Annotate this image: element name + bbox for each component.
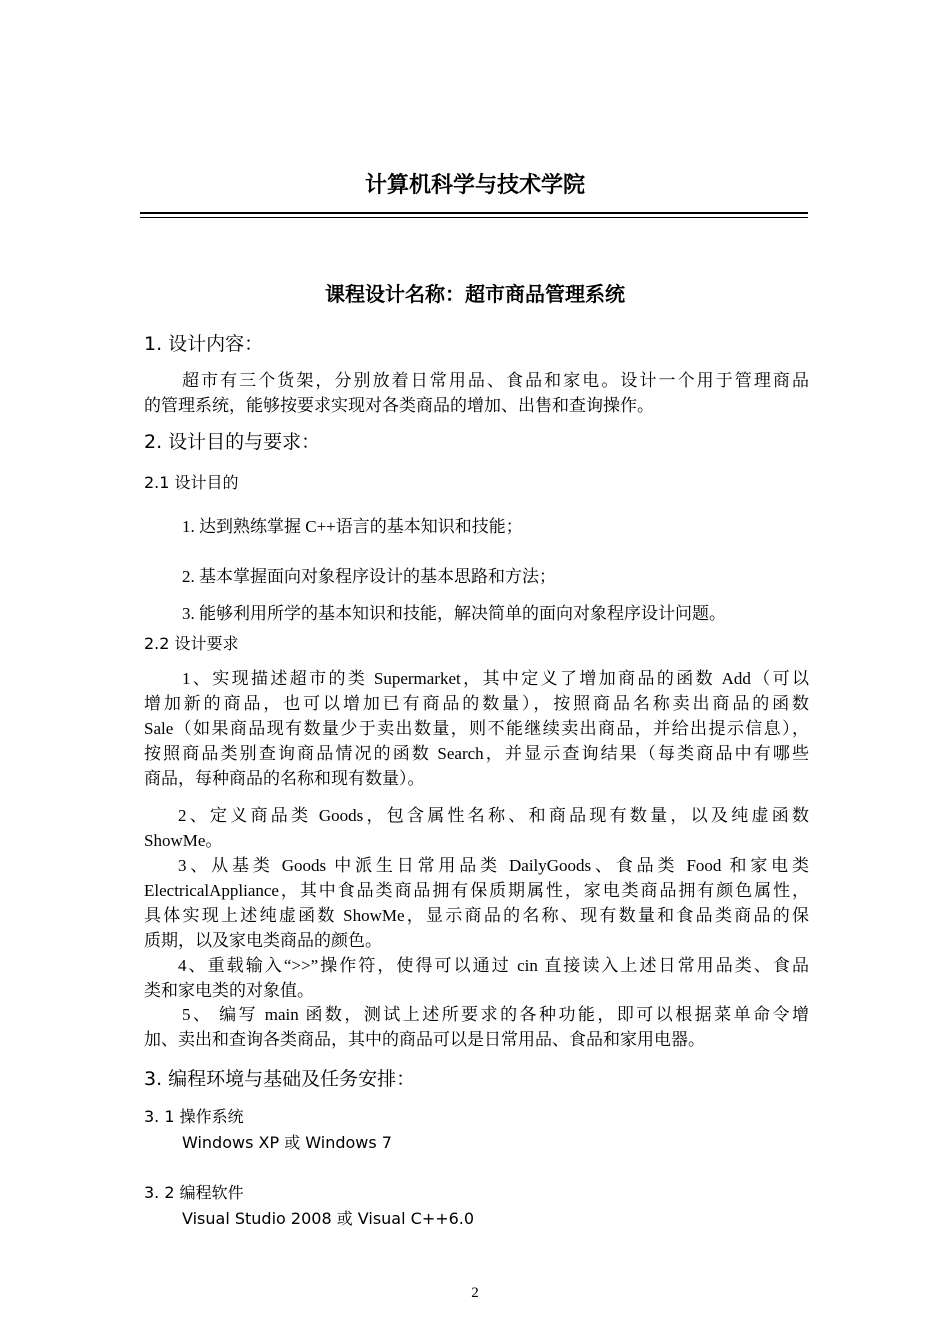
paragraph-line: 质期，以及家电类商品的颜色。 bbox=[144, 931, 382, 950]
paragraph-line: 商品，每种商品的名称和现有数量）。 bbox=[144, 769, 425, 788]
os-value: Windows XP 或 Windows 7 bbox=[182, 1133, 392, 1152]
paragraph-line: 1、实现描述超市的类 Supermarket，其中定义了增加商品的函数 Add（可以 bbox=[182, 669, 809, 688]
paragraph-line: 2、定义商品类 Goods，包含属性名称、和商品现有数量，以及纯虚函数 bbox=[178, 806, 809, 825]
paragraph-line: 按照商品类别查询商品情况的函数 Search，并显示查询结果（每类商品中有哪些 bbox=[144, 744, 809, 763]
school-header: 计算机科学与技术学院 bbox=[364, 173, 585, 198]
section2-heading: 2. 设计目的与要求： bbox=[144, 431, 321, 453]
section1-heading: 1. 设计内容： bbox=[144, 333, 264, 355]
requirement-5 bbox=[144, 1002, 809, 1052]
section1-paragraph bbox=[144, 368, 809, 418]
goal-item-2: 2. 基本掌握面向对象程序设计的基本思路和方法； bbox=[182, 567, 556, 586]
software-value: Visual Studio 2008 或 Visual C++6.0 bbox=[182, 1209, 475, 1228]
paragraph-line: 5、 编写 main 函数，测试上述所要求的各种功能，即可以根据菜单命令增 bbox=[182, 1005, 809, 1024]
goal-item-3: 3. 能够利用所学的基本知识和技能，解决简单的面向对象程序设计问题。 bbox=[182, 604, 726, 623]
paragraph-line: 增加新的商品，也可以增加已有商品的数量），按照商品名称卖出商品的函数 bbox=[144, 694, 809, 713]
paragraph-line: Sale（如果商品现有数量少于卖出数量，则不能继续卖出商品，并给出提示信息）， bbox=[144, 719, 809, 738]
section2-1-heading: 2.1 设计目的 bbox=[144, 473, 239, 492]
requirement-4 bbox=[144, 953, 809, 1003]
paragraph-line: 类和家电类的对象值。 bbox=[144, 981, 314, 1000]
paragraph-line: 具体实现上述纯虚函数 ShowMe，显示商品的名称、现有数量和食品类商品的保 bbox=[144, 906, 809, 925]
header-rule-thin bbox=[140, 217, 808, 218]
header-rule-thick bbox=[140, 212, 808, 214]
paragraph-line: ShowMe。 bbox=[144, 831, 223, 850]
requirement-2 bbox=[144, 803, 809, 853]
paragraph-line: 的管理系统，能够按要求实现对各类商品的增加、出售和查询操作。 bbox=[144, 396, 654, 415]
section3-2-heading: 3. 2 编程软件 bbox=[144, 1183, 244, 1202]
page-number: 2 bbox=[471, 1285, 479, 1301]
section2-2-heading: 2.2 设计要求 bbox=[144, 634, 239, 653]
goal-item-1: 1. 达到熟练掌握 C++语言的基本知识和技能； bbox=[182, 517, 523, 536]
section3-1-heading: 3. 1 操作系统 bbox=[144, 1107, 244, 1126]
paragraph-line: 3、从基类 Goods 中派生日常用品类 DailyGoods、食品类 Food 和家电类 bbox=[178, 856, 809, 875]
course-title: 课程设计名称：超市商品管理系统 bbox=[325, 282, 625, 306]
paragraph-line: ElectricalAppliance，其中食品类商品拥有保质期属性，家电类商品拥有颜色属性， bbox=[144, 881, 809, 900]
section3-heading: 3. 编程环境与基础及任务安排： bbox=[144, 1068, 416, 1090]
paragraph-line: 4、重载输入“>>”操作符，使得可以通过 cin 直接读入上述日常用品类、食品 bbox=[178, 956, 809, 975]
paragraph-line: 加、卖出和查询各类商品，其中的商品可以是日常用品、食品和家用电器。 bbox=[144, 1030, 705, 1049]
requirement-3 bbox=[144, 853, 809, 953]
requirement-1 bbox=[144, 666, 809, 791]
paragraph-line: 超市有三个货架，分别放着日常用品、食品和家电。设计一个用于管理商品 bbox=[182, 371, 809, 390]
